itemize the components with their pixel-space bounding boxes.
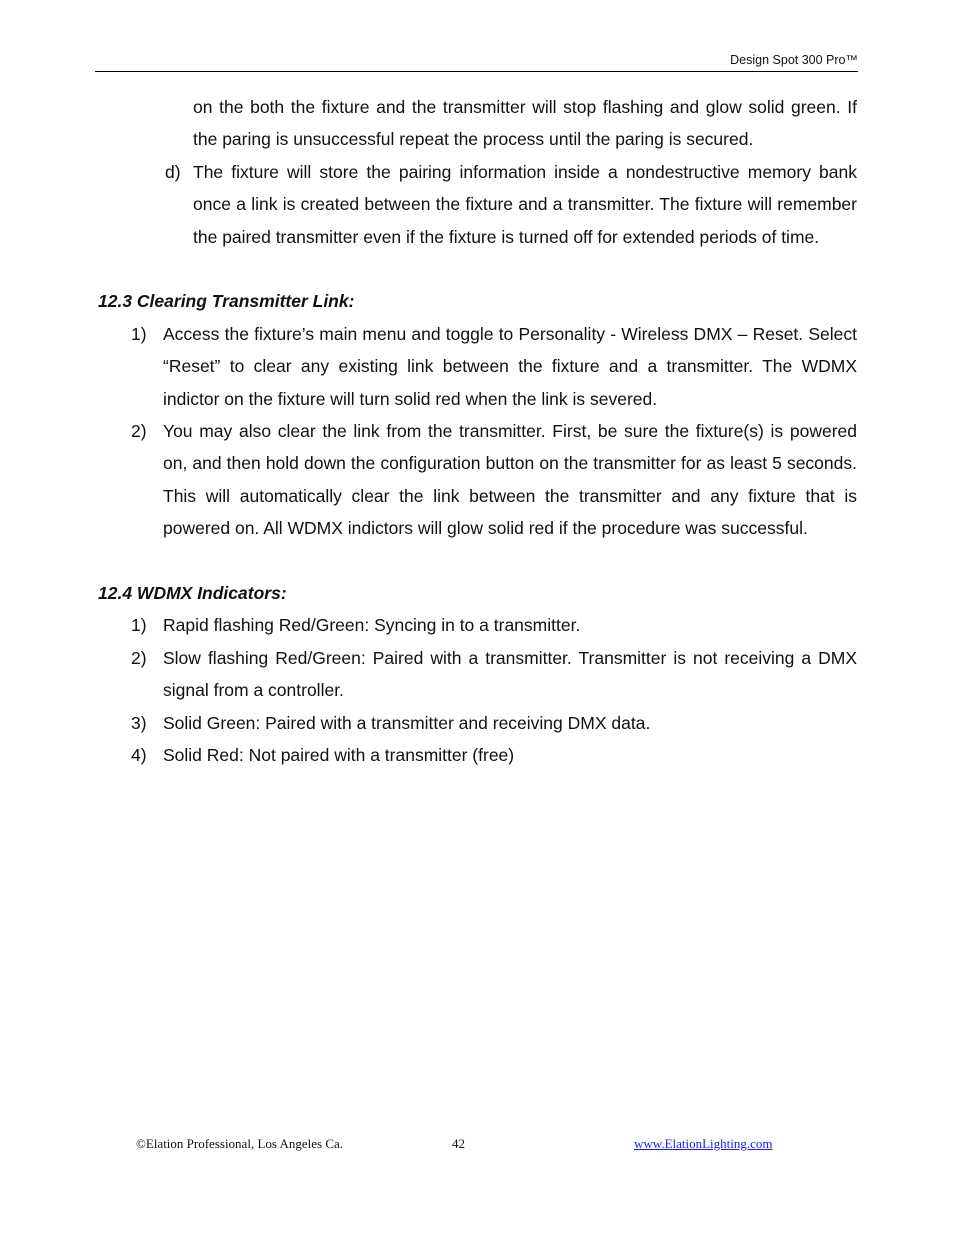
list-marker: 3) [131, 712, 147, 733]
list-item-text: You may also clear the link from the transmitter. First, be sure the fixture(s) is powered on, and then hold down the configuration button on the transmitter for as least 5 seconds. This will automatically clear the link between the transmitter and any fixture that is powered on. All WDMX indictors will glow solid red if the procedure was successful. [163, 421, 857, 539]
list-item-text: Access the fixture’s main menu and toggle to Personality - Wireless DMX – Reset. Select “Reset” to clear any existing link between the fixture and a transmitter. The WDMX indictor on the fixture will turn solid red when the link is severed. [163, 323, 857, 409]
list-marker: 4) [131, 745, 147, 766]
list-marker: 1) [131, 323, 147, 344]
website-link[interactable]: www.ElationLighting.com [634, 1136, 773, 1151]
list-item-text: Slow flashing Red/Green: Paired with a transmitter. Transmitter is not receiving a DMX signal from a controller. [163, 647, 857, 701]
header-divider [95, 71, 858, 72]
list-item-2 [0, 415, 954, 545]
list-marker: 2) [131, 421, 147, 442]
list-marker: 1) [131, 615, 147, 636]
list-item-text: The fixture will store the pairing information inside a nondestructive memory bank once a link is created between the fixture and a transmitter. The fixture will remember the paired transmitter even if the fixture is turned off for extended periods of time. [193, 161, 857, 247]
list-marker: 2) [131, 647, 147, 668]
page-body [0, 91, 954, 772]
list-item-text: Rapid flashing Red/Green: Syncing in to a transmitter. [163, 615, 581, 636]
list-item-1 [0, 609, 954, 641]
list-item-1 [0, 318, 954, 415]
list-item-d [0, 156, 954, 253]
list-item-text: Solid Red: Not paired with a transmitter (free) [163, 745, 515, 766]
continuation-paragraph: on the both the fixture and the transmitter will stop flashing and glow solid green. If the paring is unsuccessful repeat the process until the paring is secured. [193, 97, 857, 150]
list-item-3 [0, 707, 954, 739]
list-marker: d) [165, 161, 181, 182]
list-item-4 [0, 739, 954, 771]
list-item-2 [0, 642, 954, 707]
section-heading-clearing-link: 12.3 Clearing Transmitter Link: [98, 291, 355, 312]
footer-copyright: ©Elation Professional, Los Angeles Ca. [136, 1136, 344, 1151]
section-heading-wdmx-indicators: 12.4 WDMX Indicators: [98, 583, 287, 604]
running-header-title: Design Spot 300 Pro™ [730, 53, 858, 67]
page-number: 42 [452, 1136, 465, 1151]
list-item-text: Solid Green: Paired with a transmitter and receiving DMX data. [163, 712, 651, 733]
